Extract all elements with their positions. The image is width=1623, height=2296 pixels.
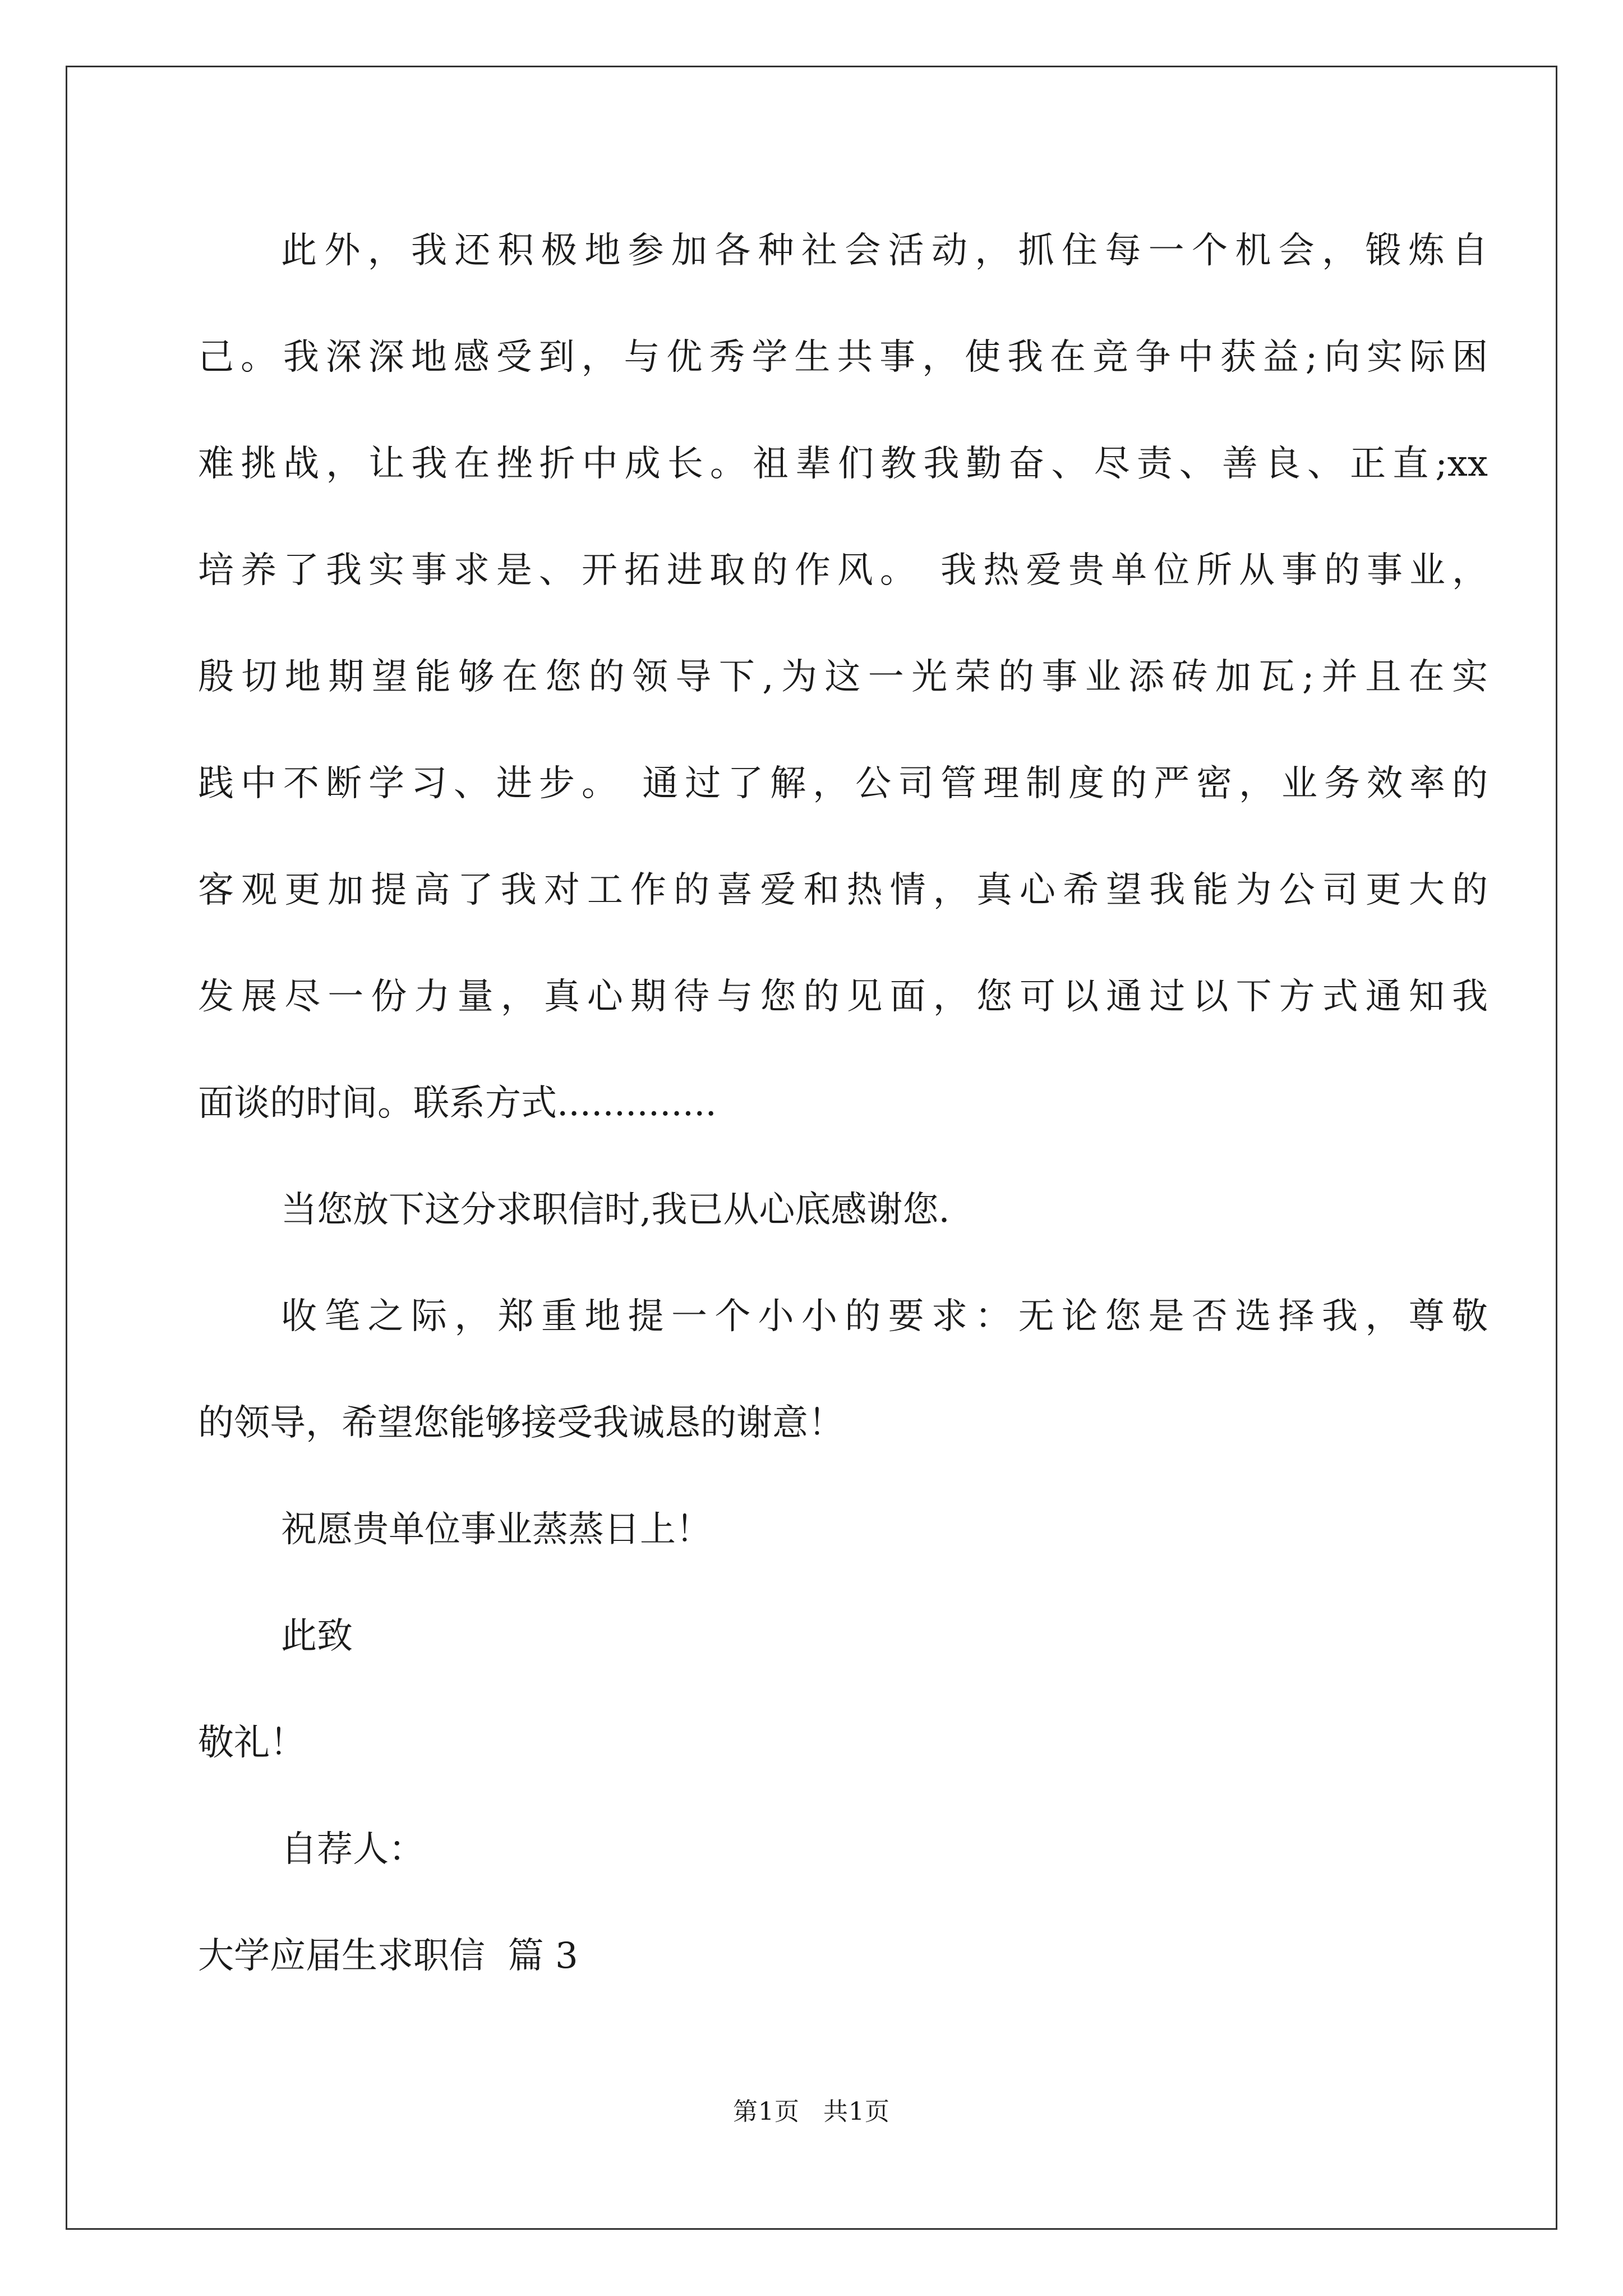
paragraph-1-line: 客观更加提高了我对工作的喜爱和热情，真心希望我能为公司更大的 (198, 869, 1488, 911)
paragraph-1-line: 难挑战，让我在挫折中成长。祖辈们教我勤奋、尽责、善良、正直;xx (198, 443, 1488, 485)
closing-line: 此致 (281, 1616, 353, 1657)
paragraph-1-line: 践中不断学习、进步。 通过了解，公司管理制度的严密，业务效率的 (198, 763, 1488, 804)
paragraph-3-line: 收笔之际，郑重地提一个小小的要求：无论您是否选择我，尊敬 (281, 1296, 1488, 1337)
paragraph-1 (198, 197, 1488, 1157)
salute (198, 1690, 1488, 1796)
paragraph-1-line: 面谈的时间。联系方式.............. (198, 1083, 717, 1124)
signature (198, 1796, 1488, 1903)
paragraph-4-line: 祝愿贵单位事业蒸蒸日上！ (281, 1509, 712, 1550)
closing (198, 1583, 1488, 1690)
paragraph-1-line: 此外，我还积极地参加各种社会活动，抓住每一个机会，锻炼自 (281, 230, 1488, 272)
salute-line: 敬礼！ (198, 1722, 306, 1764)
paragraph-1-line: 发展尽一份力量，真心期待与您的见面，您可以通过以下方式通知我 (198, 976, 1488, 1018)
paragraph-3 (198, 1263, 1488, 1476)
paragraph-1-line: 己。我深深地感受到，与优秀学生共事，使我在竞争中获益;向实际困 (198, 337, 1488, 378)
signature-line: 自荐人： (281, 1829, 425, 1870)
paragraph-4 (198, 1476, 1488, 1583)
paragraph-2-line: 当您放下这分求职信时,我已从心底感谢您. (281, 1189, 950, 1231)
document-body (198, 197, 1488, 2009)
paragraph-1-line: 培养了我实事求是、开拓进取的作风。 我热爱贵单位所从事的事业， (198, 550, 1488, 591)
page-number: 第1页 (733, 2097, 800, 2126)
page-footer (0, 2091, 1623, 2127)
page-total: 共1页 (823, 2097, 890, 2126)
next-heading-line: 大学应届生求职信 篇 3 (198, 1935, 578, 1977)
paragraph-1-line: 殷切地期望能够在您的领导下,为这一光荣的事业添砖加瓦;并且在实 (198, 656, 1488, 698)
paragraph-3-line: 的领导，希望您能够接受我诚恳的谢意！ (198, 1402, 844, 1444)
next-heading (198, 1903, 1488, 2009)
paragraph-2 (198, 1157, 1488, 1263)
